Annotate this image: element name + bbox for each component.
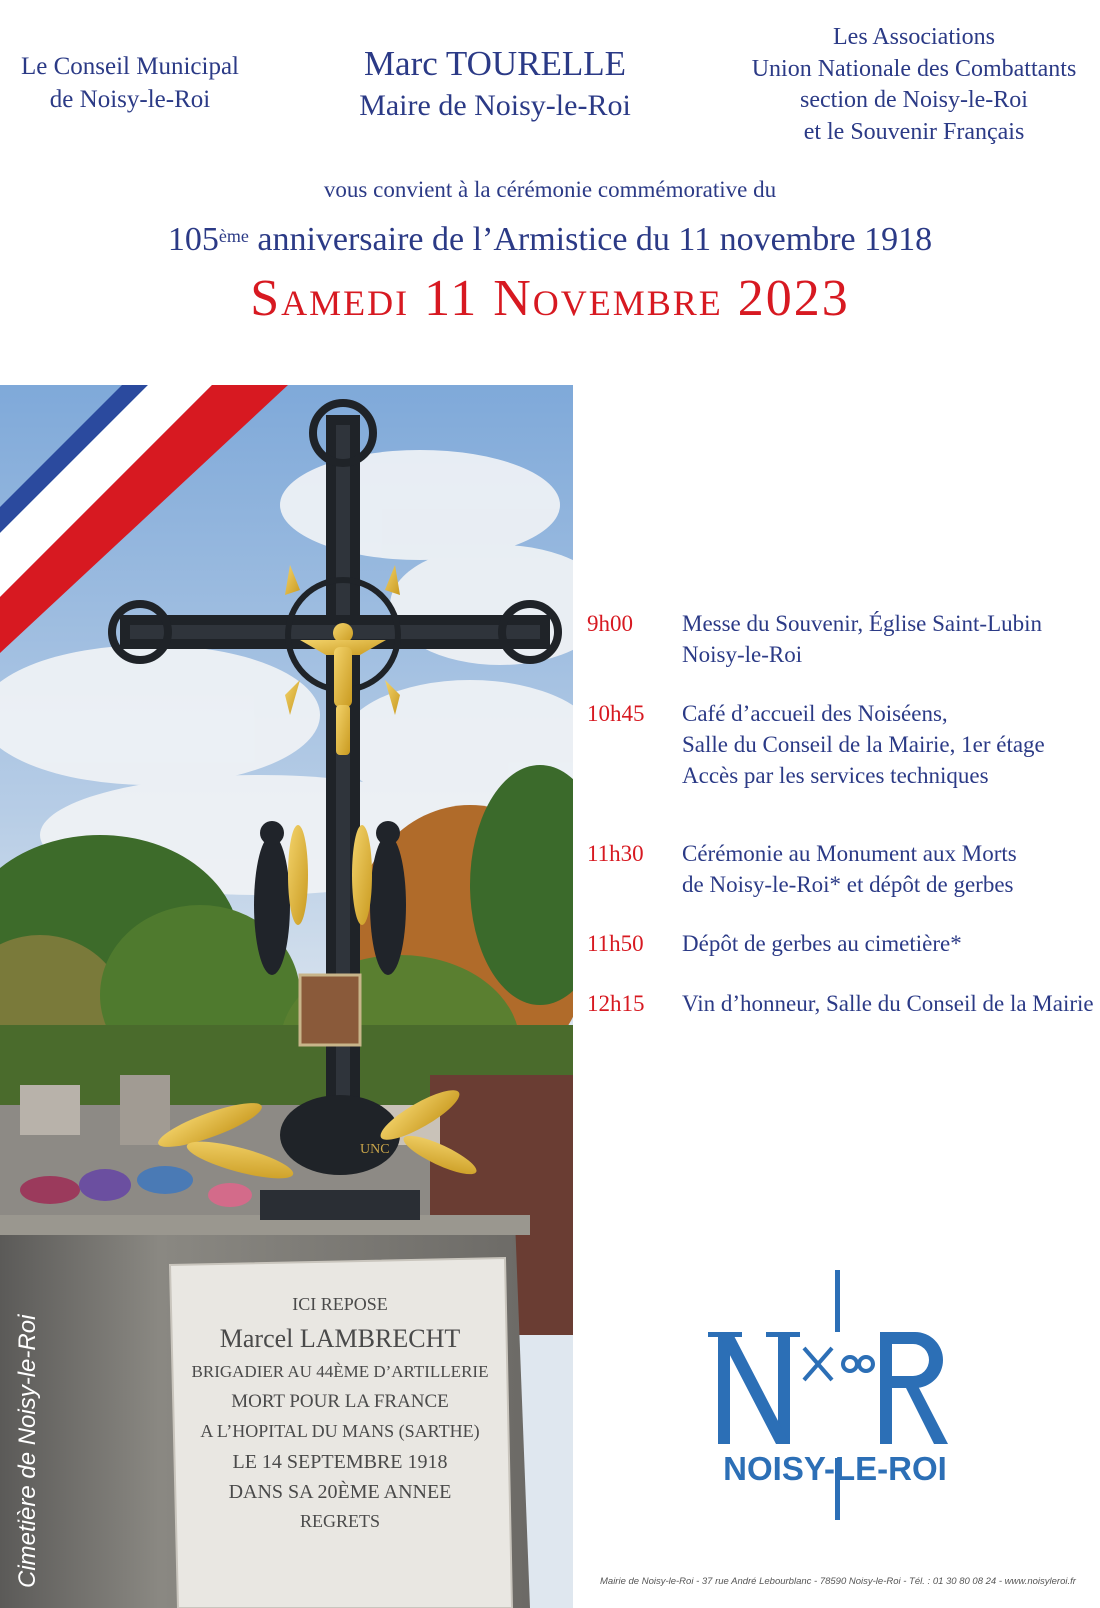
mayor-title: Maire de Noisy-le-Roi	[359, 89, 631, 122]
schedule-line: Dépôt de gerbes au cimetière*	[682, 931, 962, 956]
plaque-line-3: BRIGADIER AU 44ÈME D’ARTILLERIE	[191, 1362, 489, 1381]
schedule-time: 12h15	[587, 991, 645, 1016]
header-left-line-1: Le Conseil Municipal	[20, 53, 240, 80]
schedule-line: Vin d’honneur, Salle du Conseil de la Mairie	[682, 991, 1094, 1016]
header-center-block	[310, 42, 680, 126]
schedule-line: de Noisy-le-Roi* et dépôt de gerbes	[682, 872, 1014, 897]
plaque-line-4: MORT POUR LA FRANCE	[231, 1391, 449, 1412]
schedule-line: Accès par les services techniques	[682, 763, 989, 788]
schedule-line: Cérémonie au Monument aux Morts	[682, 841, 1017, 866]
header-left-line-2: de Noisy-le-Roi	[49, 86, 211, 113]
header-left-block	[0, 50, 260, 116]
mayor-name: Marc TOURELLE	[363, 44, 627, 83]
anniversary-number: 105	[167, 221, 219, 258]
logo-name: NOISY-LE-ROI	[723, 1450, 947, 1487]
schedule-time: 11h30	[587, 841, 644, 866]
schedule-description	[682, 698, 1092, 791]
footer-address: Mairie de Noisy-le-Roi - 37 rue André Lebourblanc - 78590 Noisy-le-Roi - Tél. : 01 30 80 08 24 - www.noisyleroi.fr	[600, 1576, 1076, 1587]
schedule-time: 10h45	[587, 701, 645, 726]
schedule-description	[682, 608, 1092, 670]
plaque-line-5: A L’HOPITAL DU MANS (SARTHE)	[200, 1421, 480, 1441]
schedule-description	[682, 838, 1092, 900]
plaque-line-6: LE 14 SEPTEMBRE 1918	[232, 1451, 448, 1473]
plaque-line-1: ICI REPOSE	[292, 1294, 388, 1314]
schedule-time: 11h50	[587, 931, 644, 956]
photo-caption: Cimetière de Noisy-le-Roi	[14, 1314, 41, 1588]
noisy-le-roi-logo	[700, 1270, 970, 1530]
invitation-intro: vous convient à la cérémonie commémorative du	[323, 177, 777, 202]
header-right-block	[728, 22, 1100, 148]
header-right-line-4: et le Souvenir Français	[803, 118, 1025, 145]
schedule-time: 9h00	[587, 611, 633, 636]
schedule-line: Noisy-le-Roi	[682, 642, 803, 667]
schedule-line: Messe du Souvenir, Église Saint-Lubin	[682, 611, 1043, 636]
schedule-line: Café d’accueil des Noiséens,	[682, 701, 948, 726]
event-date: Samedi 11 Novembre 2023	[250, 270, 850, 327]
header-right-line-2: Union Nationale des Combattants	[751, 55, 1077, 82]
schedule-line: Salle du Conseil de la Mairie, 1er étage	[682, 732, 1045, 757]
unc-monogram: UNC	[360, 1142, 390, 1157]
anniversary-text: anniversaire de l’Armistice du 11 novembre 1918	[248, 221, 933, 258]
plaque-line-2: Marcel LAMBRECHT	[219, 1324, 461, 1353]
memorial-photo	[0, 385, 573, 1608]
plaque-line-8: REGRETS	[299, 1511, 381, 1531]
anniversary-line	[0, 218, 1100, 262]
anniversary-superscript: ème	[218, 226, 249, 246]
header-right-line-1: Les Associations	[833, 24, 995, 50]
schedule-description	[682, 928, 1092, 959]
schedule-description	[682, 988, 1092, 1019]
header-right-line-3: section de Noisy-le-Roi	[800, 87, 1028, 113]
plaque-line-7: DANS SA 20ÈME ANNEE	[228, 1481, 452, 1503]
